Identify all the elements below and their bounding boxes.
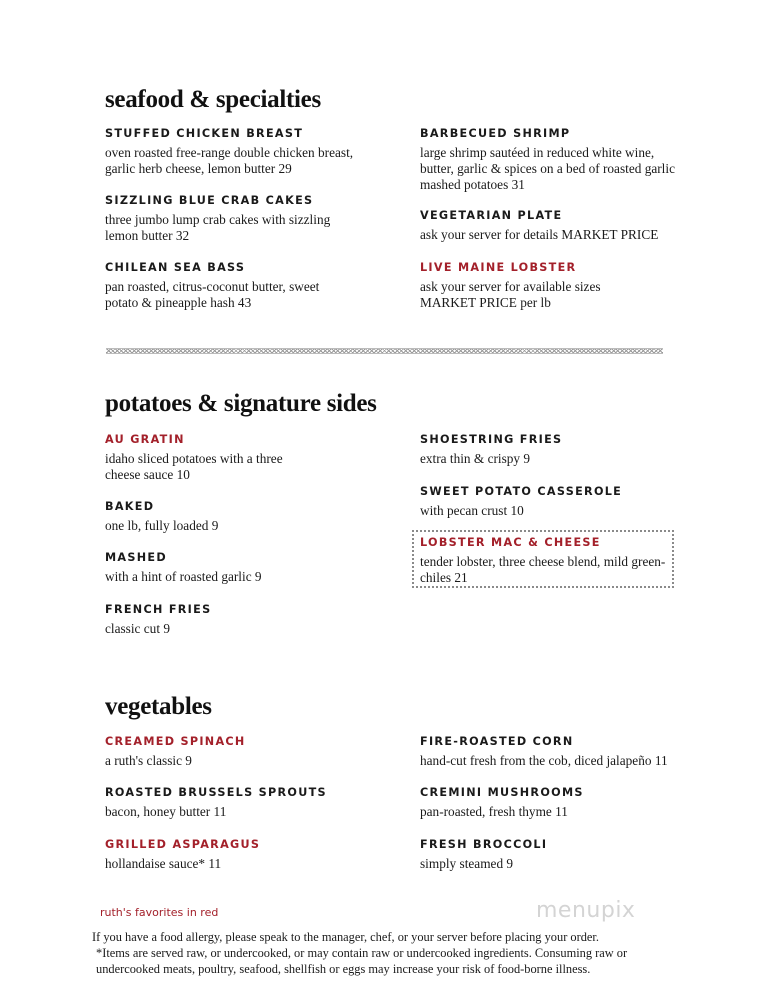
item-name: SWEET POTATO CASSEROLE <box>420 485 623 498</box>
item-name: FRENCH FRIES <box>105 603 212 616</box>
item-name: LOBSTER MAC & CHEESE <box>420 536 601 549</box>
item-name: SHOESTRING FRIES <box>420 433 563 446</box>
menu-item-fire-roasted-corn <box>420 735 710 769</box>
menu-item-mashed <box>105 551 365 585</box>
item-name: ROASTED BRUSSELS SPROUTS <box>105 786 327 799</box>
raw-food-warning: *Items are served raw, or undercooked, or may contain raw or undercooked ingredients. Consuming raw or undercooked meats, poultry, seafood, shellfish or eggs may increase your risk of food-borne illness. <box>96 946 628 976</box>
item-desc: oven roasted free-range double chicken breast, garlic herb cheese, lemon butter 29 <box>105 145 354 176</box>
item-desc: hand-cut fresh from the cob, diced jalapeño 11 <box>420 753 668 768</box>
item-desc: large shrimp sautéed in reduced white wine, butter, garlic & spices on a bed of roasted garlic mashed potatoes 31 <box>420 145 675 192</box>
section-title-sides: potatoes & signature sides <box>105 390 377 417</box>
menu-item-cremini-mushrooms <box>420 786 680 820</box>
item-name: MASHED <box>105 551 167 564</box>
item-desc: tender lobster, three cheese blend, mild green-chiles 21 <box>420 554 666 585</box>
item-name: CREMINI MUSHROOMS <box>420 786 584 799</box>
item-desc: pan roasted, citrus-coconut butter, sweet potato & pineapple hash 43 <box>105 279 320 310</box>
menu-item-stuffed-chicken-breast <box>105 127 365 177</box>
item-desc: bacon, honey butter 11 <box>105 804 227 819</box>
item-name: AU GRATIN <box>105 433 185 446</box>
item-name: SIZZLING BLUE CRAB CAKES <box>105 194 314 207</box>
item-name: LIVE MAINE LOBSTER <box>420 261 577 274</box>
item-desc: a ruth's classic 9 <box>105 753 192 768</box>
menu-item-fresh-broccoli <box>420 838 680 872</box>
menu-item-live-maine-lobster <box>420 261 625 311</box>
item-desc: simply steamed 9 <box>420 856 514 871</box>
menu-item-grilled-asparagus <box>105 838 365 872</box>
item-desc: classic cut 9 <box>105 621 170 636</box>
item-desc: three jumbo lump crab cakes with sizzling lemon butter 32 <box>105 212 331 243</box>
menu-item-sizzling-blue-crab-cakes <box>105 194 365 244</box>
disclaimer <box>92 929 652 977</box>
item-desc: with a hint of roasted garlic 9 <box>105 569 262 584</box>
section-title-vegetables: vegetables <box>105 693 212 720</box>
item-name: FIRE-ROASTED CORN <box>420 735 574 748</box>
section-divider <box>106 348 663 354</box>
menu-item-creamed-spinach <box>105 735 365 769</box>
item-name: VEGETARIAN PLATE <box>420 209 563 222</box>
favorites-note: ruth's favorites in red <box>100 906 219 919</box>
menu-item-chilean-sea-bass <box>105 261 355 311</box>
item-desc: pan-roasted, fresh thyme 11 <box>420 804 568 819</box>
item-name: FRESH BROCCOLI <box>420 838 548 851</box>
item-name: STUFFED CHICKEN BREAST <box>105 127 304 140</box>
menu-item-shoestring-fries <box>420 433 680 467</box>
allergy-note: If you have a food allergy, please speak to the manager, chef, or your server before placing your order. <box>92 930 599 944</box>
menu-item-baked <box>105 500 365 534</box>
section-title-seafood: seafood & specialties <box>105 86 321 113</box>
item-desc: ask your server for available sizes MARKET PRICE per lb <box>420 279 601 310</box>
item-desc: one lb, fully loaded 9 <box>105 518 219 533</box>
menu-item-lobster-mac-and-cheese <box>420 536 668 586</box>
menu-item-vegetarian-plate <box>420 209 688 243</box>
menu-item-sweet-potato-casserole <box>420 485 680 519</box>
item-name: CREAMED SPINACH <box>105 735 246 748</box>
menu-item-french-fries <box>105 603 365 637</box>
menu-item-au-gratin <box>105 433 305 483</box>
item-name: CHILEAN SEA BASS <box>105 261 246 274</box>
menu-item-roasted-brussels-sprouts <box>105 786 365 820</box>
menu-item-barbecued-shrimp <box>420 127 688 193</box>
item-desc: extra thin & crispy 9 <box>420 451 531 466</box>
item-desc: with pecan crust 10 <box>420 503 524 518</box>
item-name: BARBECUED SHRIMP <box>420 127 571 140</box>
item-desc: ask your server for details MARKET PRICE <box>420 227 659 242</box>
item-desc: idaho sliced potatoes with a three cheese sauce 10 <box>105 451 283 482</box>
item-name: GRILLED ASPARAGUS <box>105 838 261 851</box>
item-name: BAKED <box>105 500 155 513</box>
item-desc: hollandaise sauce* 11 <box>105 856 222 871</box>
watermark-logo: menupix <box>536 898 636 923</box>
